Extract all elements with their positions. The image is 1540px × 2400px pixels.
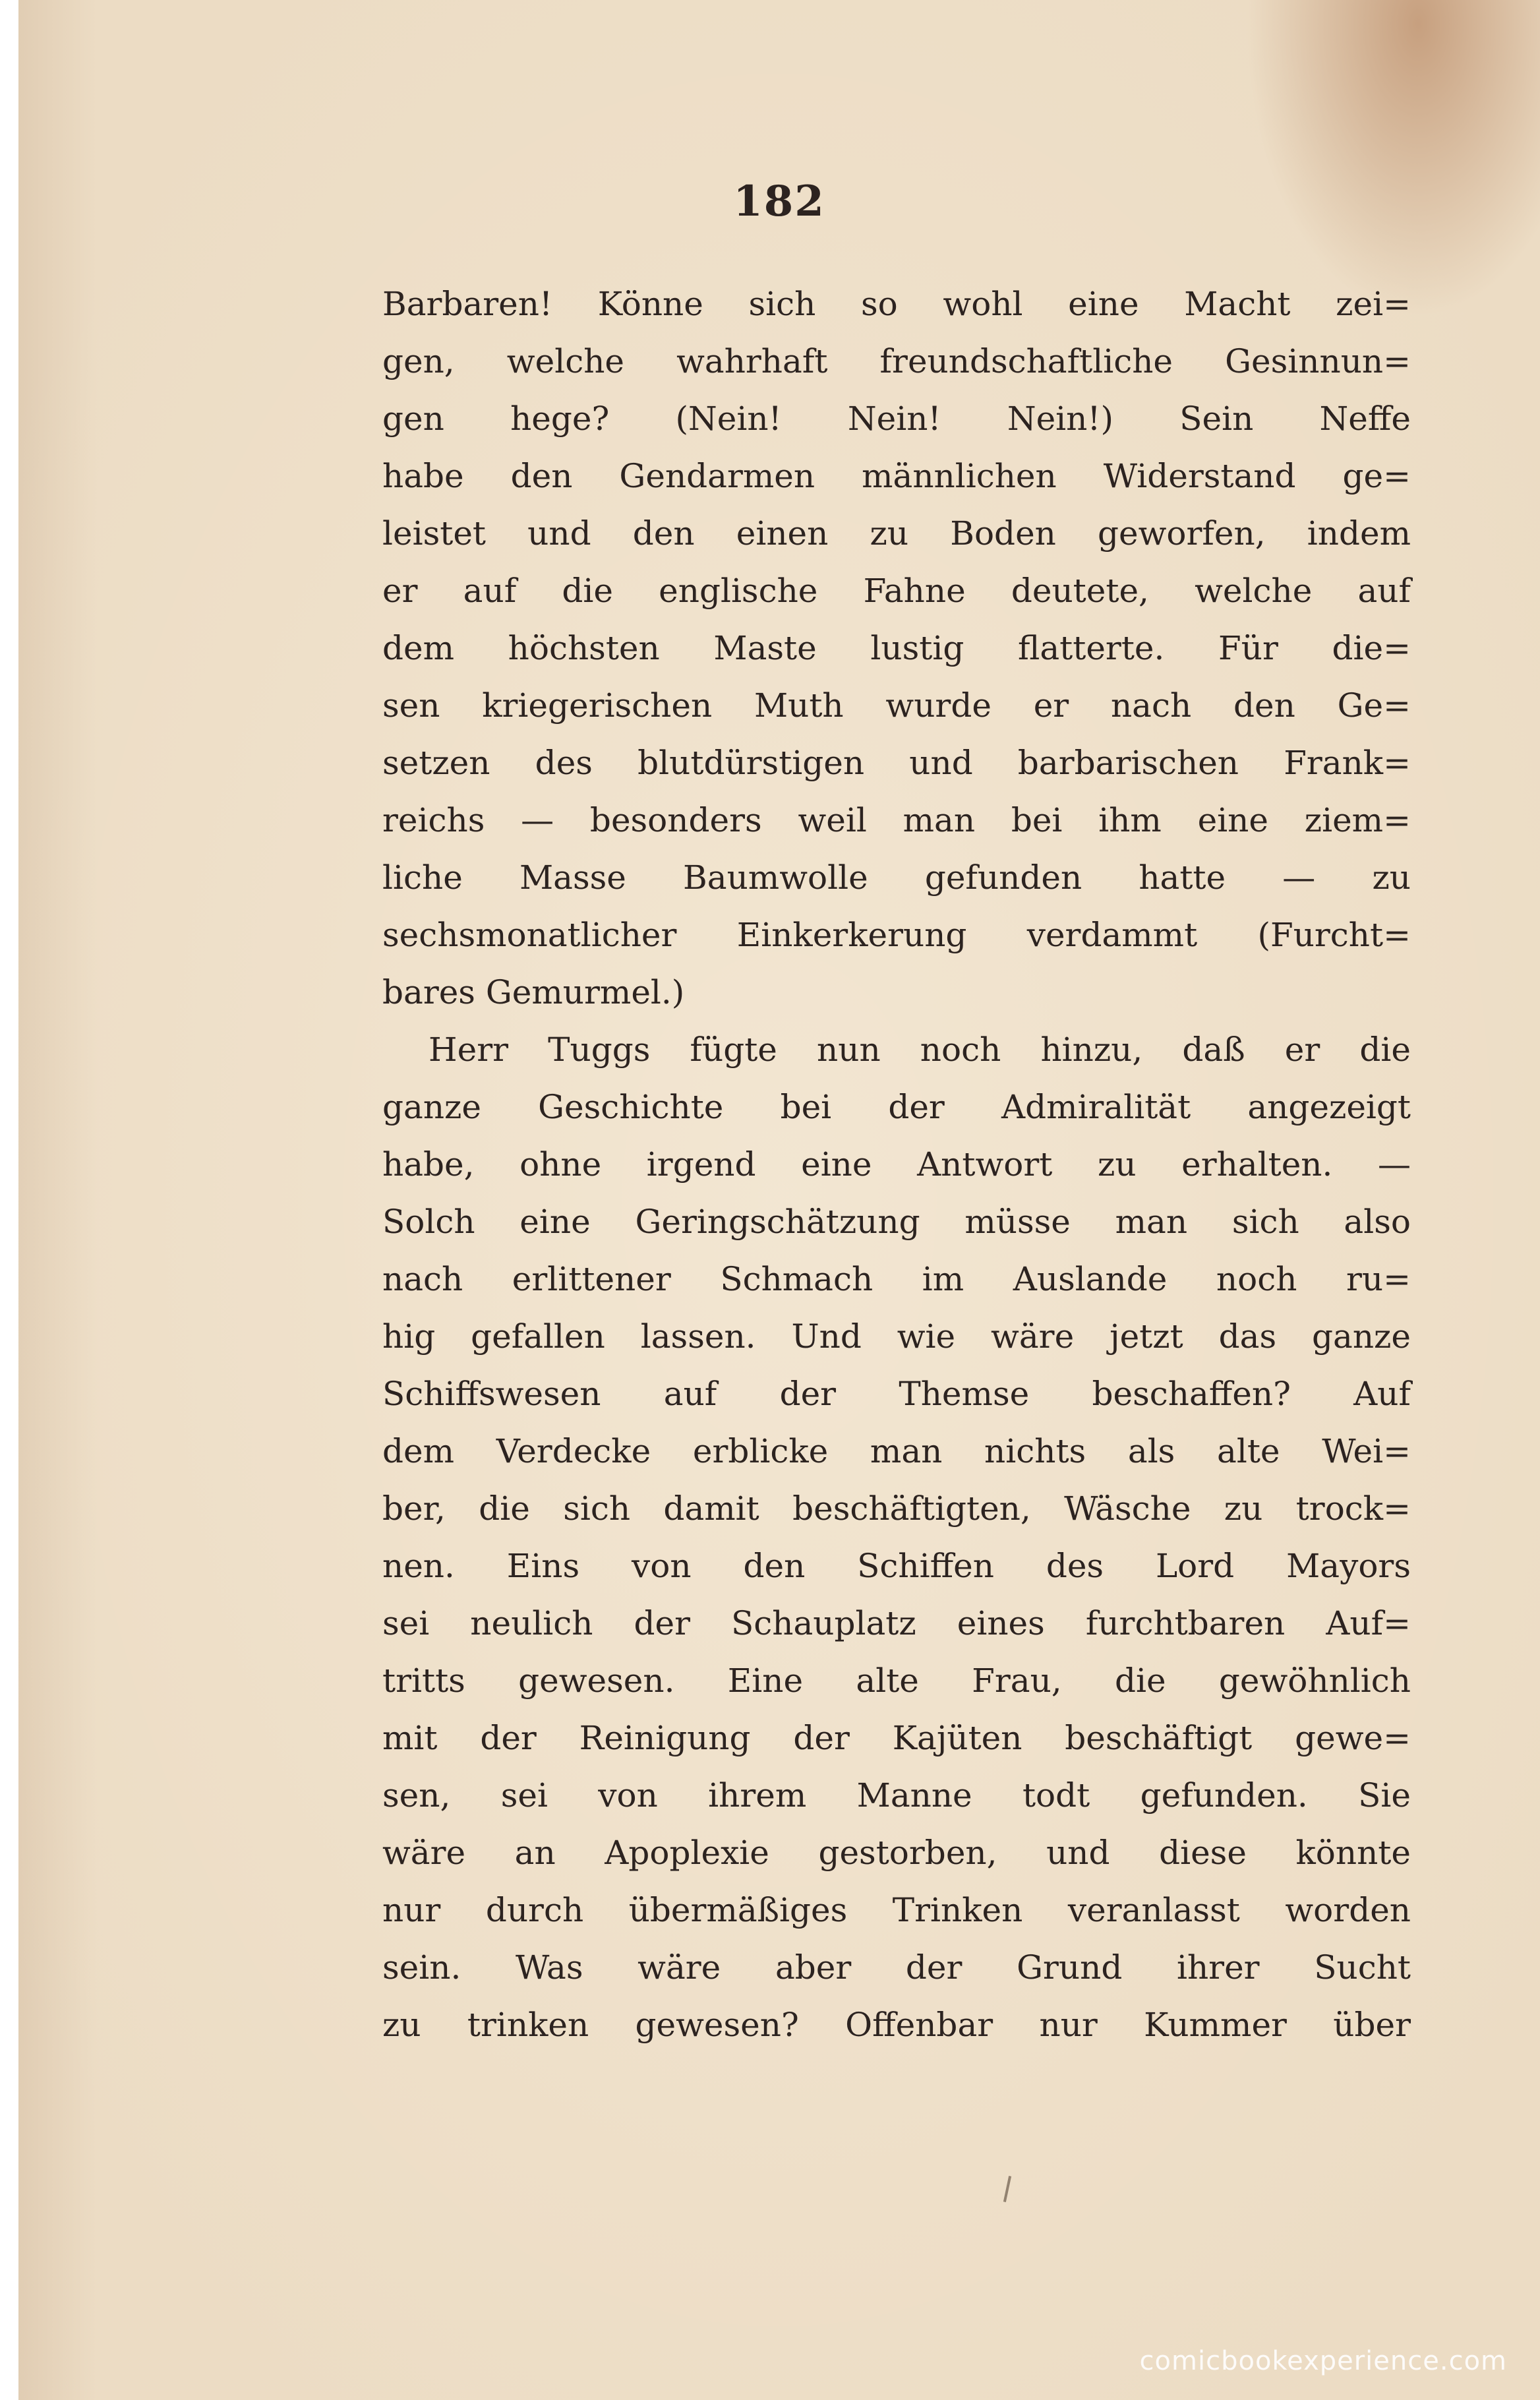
page-text bbox=[382, 276, 1411, 2054]
text-line: hig gefallen lassen. Und wie wäre jetzt das ganze bbox=[382, 1317, 1411, 1356]
paper-speck bbox=[1003, 2176, 1011, 2202]
page-number: 182 bbox=[733, 177, 825, 226]
text-line: dem höchsten Maste lustig flatterte. Für die= bbox=[382, 629, 1411, 667]
text-line: sechsmonatlicher Einkerkerung verdammt (Furcht= bbox=[382, 916, 1411, 954]
text-line: Schiffswesen auf der Themse beschaffen? Auf bbox=[382, 1375, 1411, 1413]
text-line: setzen des blutdürstigen und barbarischen Frank= bbox=[382, 744, 1411, 782]
text-line: nach erlittener Schmach im Auslande noch ru= bbox=[382, 1260, 1411, 1298]
watermark: comicbookexperience.com bbox=[1139, 2346, 1507, 2376]
text-line: nur durch übermäßiges Trinken veranlasst worden bbox=[382, 1891, 1411, 1929]
text-line: nen. Eins von den Schiffen des Lord Mayors bbox=[382, 1547, 1411, 1585]
text-line: ber, die sich damit beschäftigten, Wäsche zu trock= bbox=[382, 1489, 1411, 1528]
text-line: mit der Reinigung der Kajüten beschäftigt gewe= bbox=[382, 1719, 1411, 1757]
text-line: er auf die englische Fahne deutete, welche auf bbox=[382, 572, 1411, 610]
text-line: wäre an Apoplexie gestorben, und diese könnte bbox=[382, 1834, 1411, 1872]
text-line: tritts gewesen. Eine alte Frau, die gewöhnlich bbox=[382, 1662, 1411, 1700]
text-line: reichs — besonders weil man bei ihm eine ziem= bbox=[382, 801, 1411, 839]
text-line: gen, welche wahrhaft freundschaftliche Gesinnun= bbox=[382, 342, 1411, 380]
text-line: gen hege? (Nein! Nein! Nein!) Sein Neffe bbox=[382, 400, 1411, 438]
text-line: habe den Gendarmen männlichen Widerstand ge= bbox=[382, 457, 1411, 495]
text-line: dem Verdecke erblicke man nichts als alte Wei= bbox=[382, 1432, 1411, 1470]
text-line: habe, ohne irgend eine Antwort zu erhalten. — bbox=[382, 1145, 1411, 1184]
text-line: leistet und den einen zu Boden geworfen, indem bbox=[382, 514, 1411, 553]
text-line: sein. Was wäre aber der Grund ihrer Sucht bbox=[382, 1948, 1411, 1987]
text-line: bares Gemurmel.) bbox=[382, 973, 685, 1011]
text-line: sen, sei von ihrem Manne todt gefunden. Sie bbox=[382, 1776, 1411, 1815]
text-line: sei neulich der Schauplatz eines furchtbaren Auf= bbox=[382, 1604, 1411, 1642]
text-line: Barbaren! Könne sich so wohl eine Macht zei= bbox=[382, 285, 1411, 323]
text-line: ganze Geschichte bei der Admiralität angezeigt bbox=[382, 1088, 1411, 1126]
text-line: Solch eine Geringschätzung müsse man sich also bbox=[382, 1203, 1411, 1241]
text-line: sen kriegerischen Muth wurde er nach den Ge= bbox=[382, 686, 1411, 725]
text-line: Herr Tuggs fügte nun noch hinzu, daß er die bbox=[429, 1031, 1411, 1069]
text-line: liche Masse Baumwolle gefunden hatte — zu bbox=[382, 858, 1411, 897]
text-line: zu trinken gewesen? Offenbar nur Kummer über bbox=[382, 2006, 1411, 2044]
book-page bbox=[18, 0, 1540, 2400]
